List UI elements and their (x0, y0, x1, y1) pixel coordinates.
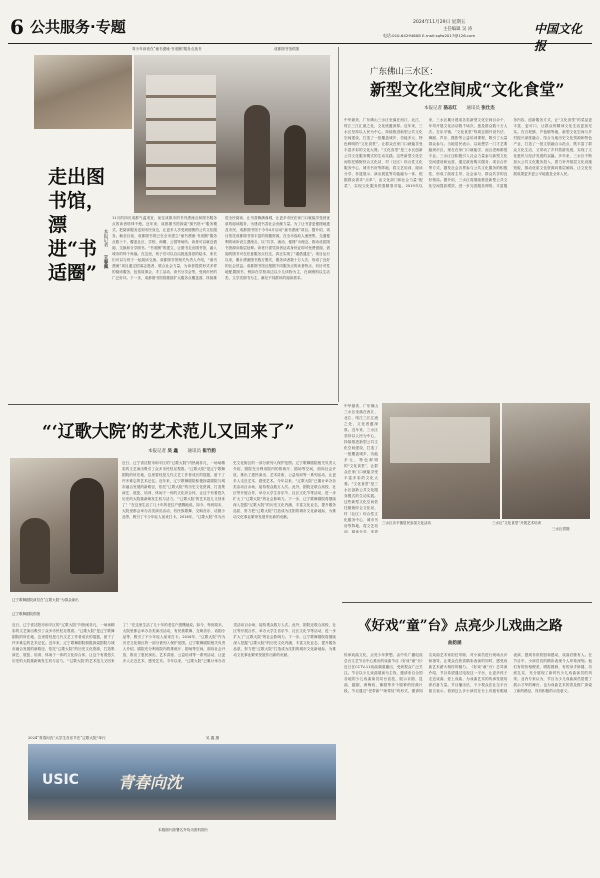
article3-bottom-photo-credit: 吴 鑫 摄 (206, 736, 220, 740)
article3-bottom-photo-caption: 2024“青春向沈”大学生音乐节在“辽歌大院”举行 (28, 736, 106, 740)
reader-figure-2 (284, 125, 306, 207)
article1-author: 王春佩 (103, 255, 108, 269)
article3-byline-label: 本报记者 (148, 449, 166, 454)
article2-byline (424, 105, 495, 111)
article3-correspondent-label: 通讯员 (187, 449, 201, 454)
article2-correspondent: 张仕杰 (481, 106, 495, 111)
audience-figure (20, 518, 50, 584)
page-footer-note: 本版图片除署名外均为资料图片 (158, 828, 209, 832)
article4-headline: 《好戏“童”台》点亮少儿戏曲之路 (358, 618, 563, 634)
article1-byline-label: 本报记者 (103, 229, 108, 247)
article-liaoge-courtyard (8, 408, 338, 870)
article2-byline-label: 本报记者 (424, 106, 442, 111)
article-separator-1 (8, 404, 338, 405)
page-number: 6 (10, 15, 24, 39)
column-rule-top (338, 47, 339, 402)
reader-figure (244, 105, 270, 205)
article-opera-stage (342, 606, 592, 870)
article4-body: 传承戏曲文化，点亮少年梦想。由中央广播电视总台文艺节目中心推出的戏曲节目《好戏“童”台》近日在CCTV-11戏曲频道播出，受到观众广泛关注。节目以少儿戏曲展演为主线，邀请来自全国各地的少儿戏曲演员同台竞技，展示京剧、昆曲、越剧、黄梅戏、豫剧等多个剧种的经典片段。节目通过“老带新”“师带徒”的形式，邀请知名戏曲艺术家担任导师，对小演员进行现场点评和指导，让观众在欣赏精彩表演的同时，感受戏曲艺术薪火相传的魅力。《好戏“童”台》总导演介绍，节目希望通过电视这一平台，让更多孩子走近戏曲、爱上戏曲，为戏曲艺术的传承发展培养后备力量。节目播出后，不少观众在社交平台留言表示，看到这么多小演员在台上有板有眼地表演，感到非常欣慰和感动，戏曲后继有人。在节目中，小演员们的精彩表现令人印象深刻。他们有的扮相俊美、唱腔圆润，有的身手矫健、功底扎实，充分展现了新时代少儿戏曲演员的风采。业内专家认为，节目为少儿戏曲演员搭建了展示才华的舞台，也为戏曲艺术的普及推广探索了新的路径，具有积极的示范意义。 (344, 653, 592, 693)
article-culture-canteen (342, 47, 592, 607)
building-shape (390, 417, 490, 463)
article1-body: 11月的四川成都气温适宜，前往成都市的书刊漂流点和图书服务点的读者络绎不绝。近年来，成都图书馆探索“图书馆+”服务模式，把阅读服务送到市民身边，让更多人享受到便捷的公共文化服务。截至目前，成都图书馆已在全市建立“童书漂流·书适圈”服务点数十个，覆盖社区、学校、商圈、公园等场所，读者可以就近借阅、交换和分享图书。“书适圈”的建立，让图书走出图书馆，融入城市的每个角落。在这里，孩子们可以自由挑选喜爱的绘本，家长们可以与孩子一起阅读交流。成都图书馆相关负责人介绍，“童书漂流”项目通过招募志愿者、联合社会力量，为读者提供形式多样的阅读服务，包括故事会、手工活动、读书分享会等，受到市民的广泛好评。下一步，成都图书馆将继续扩大服务点覆盖面，持续推进全民阅读，让书香飘满蓉城，让更多市民在家门口就能享受到优质的阅读服务，为建设书香社会贡献力量。为了让书香更便捷地惠及市民，成都图书馆于今年4月启动“童书漂流”项目。据介绍，项目依托成都图书馆丰富的馆藏资源，在全市选取人流密集、交通便利的场所设立漂流点，以“共享、流动、便捷”为理念，推动优质图书资源向基层延伸。读者只需凭读者证或身份证即可免费借阅，借阅的图书可在任意服务点归还，真正实现了“通借通还”。项目运行以来，累计漂流图书数万册次，服务读者数十万人次，形成了良好的社会效益。成都图书馆还根据不同服务点的读者特点，有针对性地配置图书，例如在学校周边以少儿读物为主，在商圈则以生活类、文学类图书为主，满足不同群体的阅读需求。 (112, 216, 330, 280)
article3-body-lower: 近日，辽宁省沈阳市和平区的“辽歌大院”内热闹非凡，一场场精彩的文艺演出吸引了众多市民驻足观看。“辽歌大院”是辽宁歌舞剧院的所在地，这里曾经是几代文艺工作者成长的摇篮，留下了许多难忘的艺术记忆。近年来，辽宁歌舞剧院积极探索剧院与城市融合发展的新路径，依托“辽歌大院”的历史文化资源，打造集演艺、展览、培训、休闲于一体的文化综合体，让这个有着悠久历史的大院重新焕发生机与活力。“‘辽歌大院’的艺术范儿又回来了！”在这里生活了几十年的老住户感慨地说。如今，每到周末，大院里都会举办各类演出活动，有民族歌舞、交响音乐、话剧小品等，吸引了不少年轻人前来打卡。2016年，“辽歌大院”作为历史文化街区的一部分被列入保护范围。辽宁歌舞剧院相关负责人介绍，剧院充分利用院内的排练厅、剧场等空间，面向社会开放，推出了惠民演出、艺术讲座、公益培训等一系列活动，让更多人走近艺术、感受艺术。今年以来，“辽歌大院”已累计举办各类活动百余场，接待观众数万人次。此外，剧院还联合高校、社区等开展合作，举办大学生音乐节、社区文化节等活动，进一步扩大了“辽歌大院”的社会影响力。下一步，辽宁歌舞剧院将继续深入挖掘“辽歌大院”的历史文化内涵，丰富文化业态，提升服务品质，努力把“辽歌大院”打造成为沈阳的城市文化新地标，为推动文化事业繁荣发展作出新的贡献。 (12, 623, 336, 663)
article1-headline: 走出图书馆，漂进“书适圈” (48, 166, 106, 284)
festival-banner-text-right: 青春向沈 (118, 773, 183, 792)
bookshelf-shape (146, 75, 216, 195)
article1-photo-credit: 成都图书馆供图 (274, 47, 300, 51)
festival-banner-text-left: USIC (42, 772, 79, 788)
article4-author: 曲韵涵 (448, 641, 462, 646)
masthead-rule (8, 43, 592, 44)
article2-body-left: 中华最美、广东佛山三水区坐落在西江、北江、绥江三江汇流之处，文化底蕴深厚。近年来，三水区坚持以人民为中心，持续推进新型公共文化空间建设，打造了一批覆盖城乡、功能多元、特色鲜明的“文化食堂”，让群众在家门口就能享受丰富多彩的文化大餐。“文化食堂”是三水区创新公共文化服务模式的生动实践。这些新型文化空间依托镇街综合文化站、村（社区）综合性文化服务中心、城市书房等阵地，将文艺培训、阅读分享、非遗 (344, 404, 378, 533)
performer-figure (70, 478, 104, 574)
article1-photo-caption: 青少年读者在“童书漂流·书适圈”服务点选书 (132, 47, 202, 51)
article3-photo-caption: 辽宁歌舞剧院演员在“辽歌大院”为群众演出 (12, 598, 79, 602)
article3-correspondent: 崔竹韵 (202, 449, 216, 454)
article2-author: 骆志红 (443, 106, 457, 111)
article2-photo-caption-left: 三水区乐平镇居民参加文化活动 (382, 521, 431, 525)
article3-author: 吴 鑫 (167, 449, 179, 454)
article3-photo-credit: 辽宁歌舞剧院供图 (12, 612, 40, 616)
article2-body: 中华最美、广东佛山三水区坐落在西江、北江、绥江三江汇流之处，文化底蕴深厚。近年来，三水区坚持以人民为中心，持续推进新型公共文化空间建设，打造了一批覆盖城乡、功能多元、特色鲜明的“文化食堂”，让群众在家门口就能享受丰富多彩的文化大餐。“文化食堂”是三水区创新公共文化服务模式的生动实践。这些新型文化空间依托镇街综合文化站、村（社区）综合性文化服务中心、城市书房等阵地，将文艺培训、阅读分享、非遗展示、演出展览等功能融为一体，根据群众需求“点单”，由文化部门和社会力量“配菜”，实现文化服务供需精准对接。2019年以来，三水区累计建成各类新型文化空间百余个，年均开展文化活动数千场次，惠及群众数十万人次。在乐平镇，“文化食堂”每周定期开设书法、舞蹈、声乐、摄影等公益培训课程，吸引了大量群众参与。当地居民表示，以前想学一门才艺要跑到市区，现在在家门口就能学，而且老师都很专业。三水区还积极引入社会力量参与新型文化空间建设和运营，通过政府购买服务、项目合作等方式，激发社会各界参与公共文化服务的积极性，形成了政府主导、社会参与、群众共享的良好格局。据介绍，三水区将继续推进新型公共文化空间提质增效，进一步完善服务网络，丰富服务内容，创新服务方式，让“文化食堂”的菜品更丰富、更可口，让群众的精神文化生活更加充实。在白坭镇、芦苞镇等地，新型文化空间与乡村振兴深度融合，结合当地历史文化资源和特色产业，打造了一批文旅融合示范点，既丰富了群众文化生活，又带动了乡村旅游发展，实现了文化惠民与经济发展的双赢。多年来，三水区不断加大公共文化服务投入，着力补齐基层文化设施短板，推动优质文化资源向基层倾斜，让文化发展成果更多更公平地惠及全体人民。 (344, 118, 592, 188)
article-separator-2 (342, 602, 592, 603)
contact-line: 电话:010-64294608 E-mail:sqfw2017@126.com (383, 33, 476, 38)
article2-photo-credit: 三水区供图 (552, 527, 570, 531)
article2-region-label: 广东佛山三水区： (370, 67, 439, 77)
section-title: 公共服务·专题 (30, 18, 126, 36)
article2-photo-caption-right: 三水区“文化食堂”开展艺术培训 (492, 521, 542, 525)
date-line: 2024年11月29日 星期五 (413, 20, 466, 25)
article-book-circle (8, 47, 333, 387)
children-reading-photo (34, 55, 132, 129)
article2-headline: 新型文化空间成“文化食堂” (370, 80, 565, 99)
culture-activity-photo-left (382, 403, 500, 519)
performance-photo (10, 458, 118, 592)
culture-activity-photo-right (502, 403, 590, 519)
bookshelf-photo (134, 55, 330, 213)
article3-body: 近日，辽宁省沈阳市和平区的“辽歌大院”内热闹非凡，一场场精彩的文艺演出吸引了众多市民驻足观看。“辽歌大院”是辽宁歌舞剧院的所在地，这里曾经是几代文艺工作者成长的摇篮，留下了许多难忘的艺术记忆。近年来，辽宁歌舞剧院积极探索剧院与城市融合发展的新路径，依托“辽歌大院”的历史文化资源，打造集演艺、展览、培训、休闲于一体的文化综合体，让这个有着悠久历史的大院重新焕发生机与活力。“‘辽歌大院’的艺术范儿又回来了！”在这里生活了几十年的老住户感慨地说。如今，每到周末，大院里都会举办各类演出活动，有民族歌舞、交响音乐、话剧小品等，吸引了不少年轻人前来打卡。2016年，“辽歌大院”作为历史文化街区的一部分被列入保护范围。辽宁歌舞剧院相关负责人介绍，剧院充分利用院内的排练厅、剧场等空间，面向社会开放，推出了惠民演出、艺术讲座、公益培训等一系列活动，让更多人走近艺术、感受艺术。今年以来，“辽歌大院”已累计举办各类活动百余场，接待观众数万人次。此外，剧院还联合高校、社区等开展合作，举办大学生音乐节、社区文化节等活动，进一步扩大了“辽歌大院”的社会影响力。下一步，辽宁歌舞剧院将继续深入挖掘“辽歌大院”的历史文化内涵，丰富文化业态，提升服务品质，努力把“辽歌大院”打造成为沈阳的城市文化新地标，为推动文化事业繁荣发展作出新的贡献。 (122, 461, 336, 519)
music-festival-photo (28, 744, 336, 820)
editor-line: 主任编辑 吴 涛 (443, 27, 473, 32)
article3-headline: “‘辽歌大院’的艺术范儿又回来了” (42, 422, 295, 442)
article2-correspondent-label: 通讯员 (466, 106, 480, 111)
paper-name: 中国文化报 (534, 22, 583, 53)
article3-byline (148, 448, 216, 454)
